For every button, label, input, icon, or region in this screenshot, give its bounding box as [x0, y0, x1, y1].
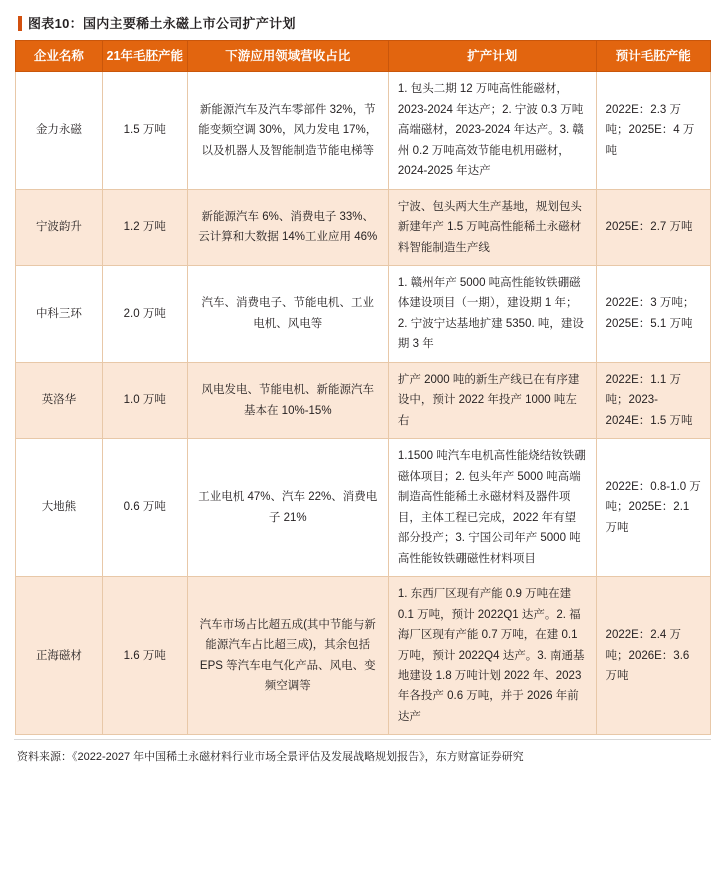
table-row [16, 577, 711, 735]
table-row [16, 189, 711, 265]
table-row [16, 439, 711, 577]
cell-downstream-revenue: 汽车、消费电子、节能电机、工业电机、风电等 [187, 266, 388, 363]
cell-capacity: 1.0 万吨 [102, 362, 187, 438]
cell-capacity: 1.5 万吨 [102, 72, 187, 189]
cell-expansion-plan: 扩产 2000 吨的新生产线已在有序建设中，预计 2022 年投产 1000 吨左右 [388, 362, 596, 438]
expansion-plan-table [15, 40, 711, 735]
table-header-row [16, 41, 711, 72]
cell-expansion-plan: 1.1500 吨汽车电机高性能烧结钕铁硼磁体项目；2. 包头年产 5000 吨高端制造高性能稀土永磁材料及器件项目，主体工程已完成，2022 年有望部分投产；3. 宁国公司年产 5000 吨高性能钕铁硼磁性材料项目 [388, 439, 596, 577]
footer-divider [14, 739, 711, 740]
column-header-expansion-plan: 扩产计划 [388, 41, 596, 72]
table-row [16, 362, 711, 438]
cell-downstream-revenue: 风电发电、节能电机、新能源汽车基本在 10%-15% [187, 362, 388, 438]
cell-capacity: 2.0 万吨 [102, 266, 187, 363]
table-row [16, 72, 711, 189]
cell-forecast-capacity: 2022E：3 万吨；2025E：5.1 万吨 [596, 266, 710, 363]
cell-downstream-revenue: 新能源汽车及汽车零部件 32%，节能变频空调 30%，风力发电 17%，以及机器人及智能制造节能电梯等 [187, 72, 388, 189]
title-accent-bar [18, 16, 22, 31]
table-row [16, 266, 711, 363]
cell-forecast-capacity: 2022E：0.8-1.0 万吨；2025E：2.1 万吨 [596, 439, 710, 577]
figure-title-row [18, 16, 710, 31]
column-header-capacity-2021: 21年毛胚产能 [102, 41, 187, 72]
cell-expansion-plan: 宁波、包头两大生产基地，规划包头新建年产 1.5 万吨高性能稀土永磁材料智能制造生产线 [388, 189, 596, 265]
page-title: 图表10：国内主要稀土永磁上市公司扩产计划 [28, 16, 296, 31]
cell-expansion-plan: 1. 包头二期 12 万吨高性能磁材，2023-2024 年达产；2. 宁波 0.3 万吨高端磁材，2023-2024 年达产。3. 赣州 0.2 万吨高效节能电机用磁材，2024-2025 年达产 [388, 72, 596, 189]
cell-capacity: 1.2 万吨 [102, 189, 187, 265]
cell-forecast-capacity: 2025E：2.7 万吨 [596, 189, 710, 265]
cell-forecast-capacity: 2022E：1.1 万吨；2023-2024E：1.5 万吨 [596, 362, 710, 438]
column-header-forecast-capacity: 预计毛胚产能 [596, 41, 710, 72]
cell-company-name: 金力永磁 [16, 72, 103, 189]
cell-company-name: 英洛华 [16, 362, 103, 438]
cell-downstream-revenue: 工业电机 47%、汽车 22%、消费电子 21% [187, 439, 388, 577]
cell-company-name: 正海磁材 [16, 577, 103, 735]
cell-company-name: 宁波韵升 [16, 189, 103, 265]
cell-company-name: 大地熊 [16, 439, 103, 577]
cell-forecast-capacity: 2022E：2.4 万吨；2026E：3.6 万吨 [596, 577, 710, 735]
column-header-company: 企业名称 [16, 41, 103, 72]
cell-capacity: 0.6 万吨 [102, 439, 187, 577]
column-header-downstream-revenue: 下游应用领域营收占比 [187, 41, 388, 72]
cell-downstream-revenue: 新能源汽车 6%、消费电子 33%、云计算和大数据 14%工业应用 46% [187, 189, 388, 265]
cell-expansion-plan: 1. 赣州年产 5000 吨高性能钕铁硼磁体建设项目（一期），建设期 1 年；2. 宁波宁达基地扩建 5350. 吨，建设期 3 年 [388, 266, 596, 363]
cell-company-name: 中科三环 [16, 266, 103, 363]
source-note: 资料来源：《2022-2027 年中国稀土永磁材料行业市场全景评估及发展战略规划报告》，东方财富证券研究 [17, 751, 524, 764]
cell-capacity: 1.6 万吨 [102, 577, 187, 735]
cell-forecast-capacity: 2022E：2.3 万吨；2025E：4 万吨 [596, 72, 710, 189]
cell-expansion-plan: 1. 东西厂区现有产能 0.9 万吨在建 0.1 万吨，预计 2022Q1 达产。2. 福海厂区现有产能 0.7 万吨，在建 0.1 万吨，预计 2022Q4 达产。3. 南通基地建设 1.8 万吨计划 2022 年、2023 年各投产 0.6 万吨，并于 2026 年前达产 [388, 577, 596, 735]
cell-downstream-revenue: 汽车市场占比超五成(其中节能与新能源汽车占比超三成)，其余包括 EPS 等汽车电气化产品、风电、变频空调等 [187, 577, 388, 735]
